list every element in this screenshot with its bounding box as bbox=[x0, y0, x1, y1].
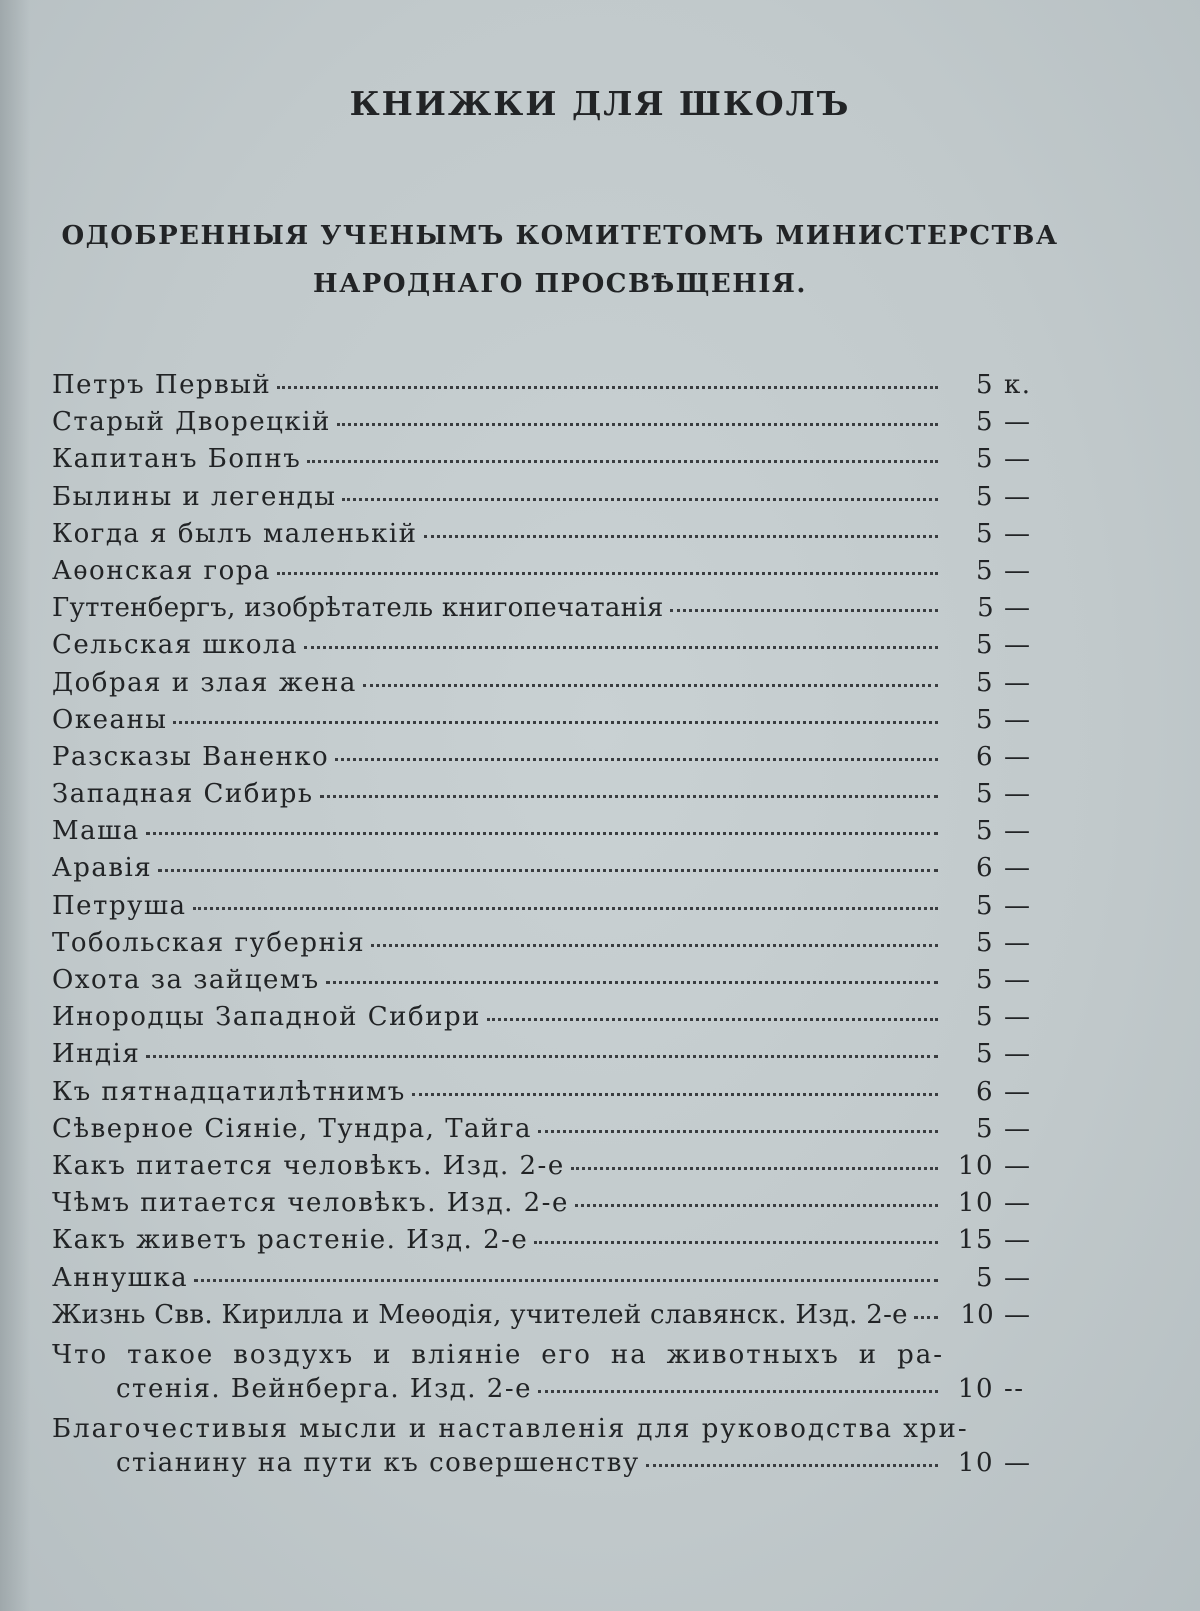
dot-leader bbox=[320, 795, 938, 798]
book-price: 5 bbox=[975, 481, 994, 512]
book-price: 5 bbox=[975, 890, 994, 921]
dot-leader bbox=[146, 1055, 938, 1058]
list-item bbox=[52, 965, 1042, 1002]
book-title: Маша bbox=[52, 816, 140, 847]
book-title-line-2: стіанину на пути къ совершенству bbox=[116, 1448, 640, 1479]
book-title: Старый Дворецкій bbox=[52, 407, 331, 438]
book-price: 5 bbox=[975, 704, 994, 735]
list-item bbox=[52, 407, 1042, 444]
list-item bbox=[52, 891, 1042, 928]
dot-leader bbox=[277, 386, 938, 389]
list-item bbox=[52, 1225, 1042, 1262]
book-price: 10 bbox=[957, 1448, 994, 1479]
subtitle-line-1: ОДОБРЕННЫЯ УЧЕНЫМЪ КОМИТЕТОМЪ МИНИСТЕРСТВА bbox=[61, 221, 1059, 251]
book-price: 6 bbox=[975, 853, 994, 884]
book-title: Былины и легенды bbox=[52, 481, 337, 512]
list-item bbox=[52, 1188, 1042, 1225]
book-price: 5 bbox=[975, 1113, 994, 1144]
book-price: 6 bbox=[975, 1076, 994, 1107]
page-edge-shadow bbox=[0, 0, 30, 1611]
price-unit: — bbox=[1004, 704, 1032, 735]
book-price: 15 bbox=[957, 1225, 994, 1256]
book-title: Аѳонская гора bbox=[52, 555, 271, 586]
list-item bbox=[52, 668, 1042, 705]
dot-leader bbox=[534, 1241, 938, 1244]
list-item bbox=[52, 482, 1042, 519]
dot-leader bbox=[363, 684, 938, 687]
book-title: Сельская школа bbox=[52, 630, 299, 661]
book-title: Аравія bbox=[52, 853, 153, 884]
subtitle-line-2: НАРОДНАГО ПРОСВѢЩЕНІЯ. bbox=[313, 269, 807, 299]
book-price: 5 bbox=[975, 927, 994, 958]
page-subtitle bbox=[60, 212, 1060, 308]
dot-leader bbox=[424, 535, 938, 538]
list-item bbox=[52, 630, 1042, 667]
price-unit: — bbox=[1004, 481, 1032, 512]
price-unit: — bbox=[1004, 444, 1032, 475]
price-unit: — bbox=[1004, 407, 1032, 438]
price-unit: — bbox=[1004, 1262, 1032, 1293]
book-title: Какъ живетъ растеніе. Изд. 2-е bbox=[52, 1225, 529, 1256]
dot-leader bbox=[307, 460, 938, 463]
list-item-multiline bbox=[52, 1337, 1042, 1411]
price-unit: -- bbox=[1004, 1374, 1025, 1405]
book-title: Аннушка bbox=[52, 1262, 189, 1293]
dot-leader bbox=[914, 1316, 938, 1319]
book-title: Гуттенбергъ, изобрѣтатель книгопечатанія bbox=[52, 593, 664, 624]
dot-leader bbox=[337, 423, 938, 426]
book-price: 10 bbox=[957, 1150, 994, 1181]
list-item bbox=[52, 853, 1042, 890]
dot-leader bbox=[194, 1279, 938, 1282]
list-item bbox=[52, 1263, 1042, 1300]
list-item bbox=[52, 444, 1042, 481]
list-item bbox=[52, 556, 1042, 593]
price-unit: — bbox=[1004, 741, 1032, 772]
price-unit: — bbox=[1004, 630, 1032, 661]
price-unit: — bbox=[1004, 890, 1032, 921]
book-price: 6 bbox=[975, 741, 994, 772]
price-unit: — bbox=[1004, 593, 1031, 624]
book-title: Капитанъ Бопнъ bbox=[52, 444, 302, 475]
book-title-line-1: Благочестивыя мысли и наставленія для руководства хри- bbox=[52, 1414, 969, 1445]
list-item bbox=[52, 370, 1042, 407]
book-title-line-1: Что такое воздухъ и вліяніе его на животныхъ и ра- bbox=[52, 1339, 944, 1370]
book-price: 5 bbox=[975, 1039, 994, 1070]
dot-leader bbox=[193, 907, 938, 910]
list-item bbox=[52, 519, 1042, 556]
list-item bbox=[52, 1114, 1042, 1151]
book-price: 10 bbox=[957, 1188, 994, 1219]
price-unit: — bbox=[1004, 1002, 1032, 1033]
price-unit: — bbox=[1004, 779, 1032, 810]
book-title: Петръ Первый bbox=[52, 370, 272, 400]
book-price: 5 bbox=[975, 779, 994, 810]
list-item bbox=[52, 705, 1042, 742]
dot-leader bbox=[173, 721, 938, 724]
dot-leader bbox=[304, 646, 938, 649]
dot-leader bbox=[575, 1204, 938, 1207]
book-price: 5 bbox=[975, 407, 994, 438]
price-unit: — bbox=[1004, 1299, 1031, 1330]
price-unit: — bbox=[1004, 1076, 1032, 1107]
book-title: Чѣмъ питается человѣкъ. Изд. 2-е bbox=[52, 1188, 569, 1219]
price-unit: — bbox=[1004, 853, 1032, 884]
dot-leader bbox=[146, 832, 938, 835]
list-item bbox=[52, 593, 1042, 630]
price-unit: — bbox=[1004, 1039, 1032, 1070]
book-price: 5 bbox=[975, 667, 994, 698]
book-title: Какъ питается человѣкъ. Изд. 2-е bbox=[52, 1150, 565, 1181]
price-unit: — bbox=[1004, 927, 1032, 958]
book-price: 10 bbox=[957, 1374, 994, 1405]
list-item bbox=[52, 928, 1042, 965]
dot-leader bbox=[277, 572, 938, 575]
book-title: Сѣверное Сіяніе, Тундра, Тайга bbox=[52, 1113, 532, 1144]
book-price: 5 bbox=[975, 630, 994, 661]
book-title-line-2-row bbox=[52, 1448, 1042, 1485]
book-title: Тобольская губернія bbox=[52, 927, 366, 958]
price-unit: — bbox=[1004, 555, 1032, 586]
list-item bbox=[52, 1039, 1042, 1076]
dot-leader bbox=[487, 1018, 938, 1021]
price-unit: — bbox=[1004, 667, 1032, 698]
list-item bbox=[52, 1151, 1042, 1188]
book-price: 5 bbox=[975, 816, 994, 847]
book-title: Разсказы Ваненко bbox=[52, 741, 330, 772]
book-title: Западная Сибирь bbox=[52, 779, 314, 810]
book-price: 5 bbox=[975, 444, 994, 475]
price-unit: к. bbox=[1004, 370, 1032, 400]
dot-leader bbox=[571, 1167, 938, 1170]
page-title: КНИЖКИ ДЛЯ ШКОЛЪ bbox=[349, 84, 851, 123]
book-title: Индія bbox=[52, 1039, 141, 1070]
book-title-line-2: стенія. Вейнберга. Изд. 2-е bbox=[116, 1374, 533, 1405]
dot-leader bbox=[335, 758, 938, 761]
price-unit: — bbox=[1004, 518, 1032, 549]
dot-leader bbox=[342, 498, 938, 501]
list-item bbox=[52, 816, 1042, 853]
book-price: 5 bbox=[975, 1002, 994, 1033]
book-title: Инородцы Западной Сибири bbox=[52, 1002, 481, 1033]
price-unit: — bbox=[1004, 1225, 1032, 1256]
book-price: 5 bbox=[977, 593, 994, 624]
book-title: Когда я былъ маленькій bbox=[52, 518, 418, 549]
book-title: Охота за зайцемъ bbox=[52, 965, 320, 995]
price-unit: — bbox=[1004, 1150, 1032, 1181]
dot-leader bbox=[158, 869, 938, 872]
price-unit: — bbox=[1004, 1113, 1032, 1144]
dot-leader bbox=[371, 944, 938, 947]
book-title: Жизнь Свв. Кирилла и Меѳодія, учителей славянск. Изд. 2-е bbox=[52, 1299, 908, 1330]
book-price: 5 bbox=[975, 1262, 994, 1293]
list-item bbox=[52, 1002, 1042, 1039]
list-item bbox=[52, 1300, 1042, 1337]
list-item bbox=[52, 742, 1042, 779]
book-price: 10 bbox=[960, 1299, 994, 1330]
dot-leader bbox=[538, 1130, 938, 1133]
dot-leader bbox=[538, 1390, 938, 1393]
book-title: Добрая и злая жена bbox=[52, 667, 357, 698]
price-unit: — bbox=[1004, 1188, 1032, 1219]
book-title: Петруша bbox=[52, 890, 187, 921]
book-price: 5 bbox=[975, 555, 994, 586]
book-list bbox=[52, 370, 1042, 1486]
dot-leader bbox=[412, 1093, 938, 1096]
dot-leader bbox=[646, 1464, 938, 1467]
book-price: 5 bbox=[975, 518, 994, 549]
price-unit: — bbox=[1004, 965, 1032, 995]
list-item bbox=[52, 1077, 1042, 1114]
price-unit: — bbox=[1004, 1448, 1032, 1479]
list-item-multiline bbox=[52, 1411, 1042, 1485]
book-price: 5 bbox=[975, 370, 994, 400]
book-title-line-2-row bbox=[52, 1374, 1042, 1411]
book-title: Океаны bbox=[52, 704, 168, 735]
dot-leader bbox=[326, 981, 938, 984]
book-price: 5 bbox=[975, 965, 994, 995]
price-unit: — bbox=[1004, 816, 1032, 847]
book-title: Къ пятнадцатилѣтнимъ bbox=[52, 1076, 406, 1107]
list-item bbox=[52, 779, 1042, 816]
dot-leader bbox=[670, 609, 938, 612]
